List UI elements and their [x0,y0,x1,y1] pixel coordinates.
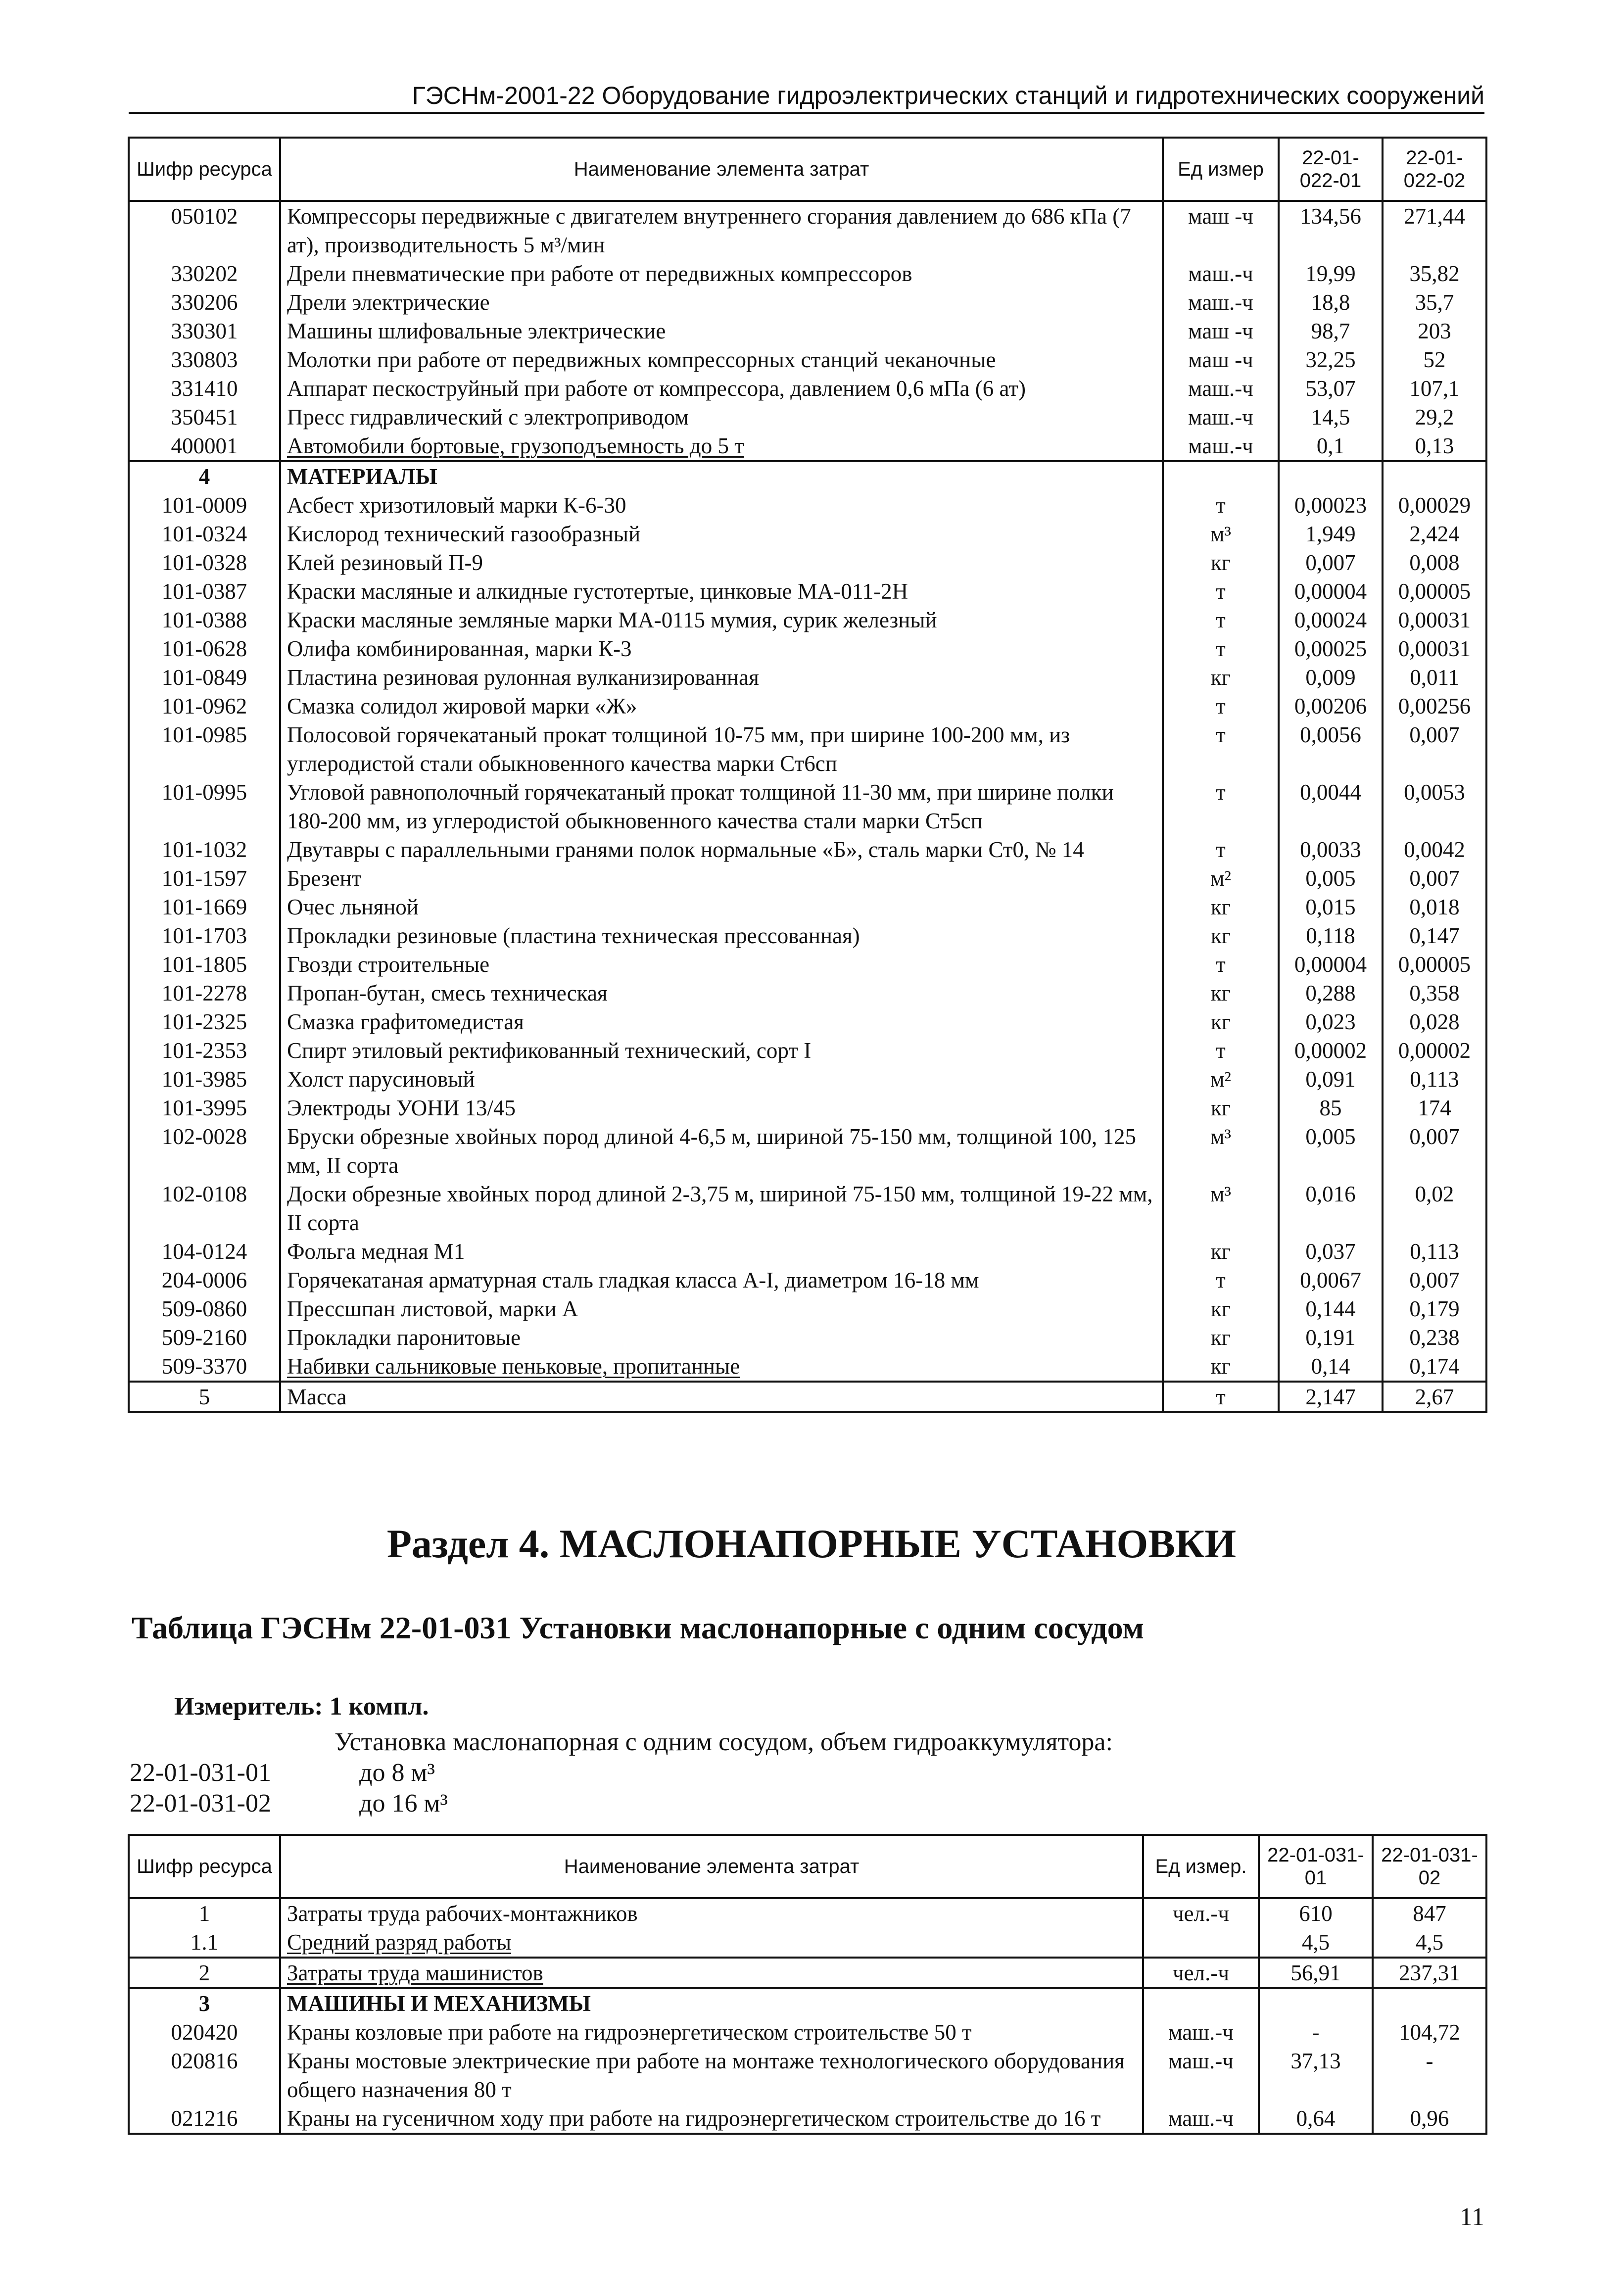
cell-code: 101-0387 [129,577,280,606]
cell-code: 3 [129,1988,280,2018]
cell-unit: маш.-ч [1163,403,1279,431]
cell-name: Молотки при работе от передвижных компрессорных станций чеканочные [280,345,1163,374]
cell-code: 101-1703 [129,921,280,950]
table-row [129,259,1486,288]
cell-unit [1143,1928,1259,1958]
cell-norm-1: 0,007 [1279,548,1383,577]
cell-name: Клей резиновый П-9 [280,548,1163,577]
cell-name: Затраты труда машинистов [280,1958,1143,1988]
cell-unit: маш.-ч [1163,259,1279,288]
cell-code: 101-0849 [129,663,280,692]
cell-code: 102-0108 [129,1180,280,1237]
page-number: 11 [1459,2203,1484,2231]
cell-name: Брезент [280,864,1163,893]
cell-unit: чел.-ч [1143,1958,1259,1988]
table-row [129,201,1486,259]
cell-code: 4 [129,461,280,491]
cell-unit [1143,1988,1259,2018]
cell-name: Фольга медная М1 [280,1237,1163,1266]
resources-table-031 [128,1834,1487,2135]
cell-norm-2: 52 [1383,345,1486,374]
table-row [129,403,1486,431]
cell-norm-1: 1,949 [1279,520,1383,548]
cell-unit: т [1163,634,1279,663]
cell-unit: м³ [1163,1122,1279,1180]
section-heading: Раздел 4. МАСЛОНАПОРНЫЕ УСТАНОВКИ [386,1521,1237,1566]
meter-line [174,1691,429,1722]
cell-unit: маш.-ч [1163,374,1279,403]
cell-code: 101-1805 [129,950,280,979]
cell-norm-1: 0,191 [1279,1323,1383,1352]
cell-name: Краны козловые при работе на гидроэнергетическом строительстве 50 т [280,2018,1143,2047]
cell-norm-2: 35,82 [1383,259,1486,288]
cell-unit: т [1163,835,1279,864]
col-header-name: Наименование элемента затрат [280,138,1163,201]
cell-unit: маш -ч [1163,201,1279,259]
cell-norm-2: 0,179 [1383,1294,1486,1323]
table-row [129,1094,1486,1122]
cell-code: 101-1597 [129,864,280,893]
cell-norm-1: 0,015 [1279,893,1383,921]
cell-norm-1: 0,0044 [1279,778,1383,835]
cell-code: 350451 [129,403,280,431]
table-row [129,778,1486,835]
cell-norm-1: 0,009 [1279,663,1383,692]
table-row [129,1036,1486,1065]
cell-name: Электроды УОНИ 13/45 [280,1094,1163,1122]
cell-code: 101-0388 [129,606,280,634]
meter-label: Измеритель: [174,1692,323,1721]
cell-name: Дрели пневматические при работе от передвижных компрессоров [280,259,1163,288]
table-row [129,1958,1486,1988]
cell-code: 2 [129,1958,280,1988]
cell-unit: кг [1163,1294,1279,1323]
cell-norm-2: 0,147 [1383,921,1486,950]
table-row [129,2047,1486,2104]
cell-norm-2: 0,113 [1383,1237,1486,1266]
cell-norm-1: 0,00004 [1279,950,1383,979]
cell-norm-1: 610 [1259,1898,1373,1928]
cell-norm-2: 0,007 [1383,1266,1486,1294]
cell-code: 331410 [129,374,280,403]
cell-name: Масса [280,1382,1163,1412]
cell-name: Доски обрезные хвойных пород длиной 2-3,75 м, шириной 75-150 мм, толщиной 19-22 мм, II сорта [280,1180,1163,1237]
cell-unit: т [1163,720,1279,778]
cell-norm-2: 237,31 [1373,1958,1486,1988]
col-header-unit: Ед измер [1163,138,1279,201]
table-row [129,1352,1486,1382]
cell-code: 050102 [129,201,280,259]
cell-norm-1: 0,1 [1279,431,1383,461]
cell-norm-2: 0,007 [1383,1122,1486,1180]
cell-code: 101-3995 [129,1094,280,1122]
cell-norm-1: 2,147 [1279,1382,1383,1412]
cell-code: 101-1669 [129,893,280,921]
cell-norm-2: 0,028 [1383,1007,1486,1036]
cell-unit: чел.-ч [1143,1898,1259,1928]
cell-unit: м³ [1163,1180,1279,1237]
cell-name: МАШИНЫ И МЕХАНИЗМЫ [280,1988,1143,2018]
cell-norm-1: 37,13 [1259,2047,1373,2104]
cell-norm-1: 85 [1279,1094,1383,1122]
cell-norm-1: 0,016 [1279,1180,1383,1237]
cell-norm-2: 0,00031 [1383,606,1486,634]
cell-norm-1: 0,00025 [1279,634,1383,663]
cell-norm-2: 0,011 [1383,663,1486,692]
cell-unit: т [1163,577,1279,606]
cell-norm-2: - [1373,2047,1486,2104]
cell-code: 101-0628 [129,634,280,663]
table-row [129,1007,1486,1036]
cell-unit: кг [1163,979,1279,1007]
cell-norm-1: 0,288 [1279,979,1383,1007]
cell-code: 101-3985 [129,1065,280,1094]
cell-norm-2: 35,7 [1383,288,1486,317]
cell-code: 101-1032 [129,835,280,864]
cell-name: Пресс гидравлический с электроприводом [280,403,1163,431]
cell-norm-2: 2,67 [1383,1382,1486,1412]
cell-name: Двутавры с параллельными гранями полок нормальные «Б», сталь марки Ст0, № 14 [280,835,1163,864]
cell-unit: маш.-ч [1163,288,1279,317]
cell-norm-1: 0,005 [1279,1122,1383,1180]
cell-code: 101-0962 [129,692,280,720]
cell-name: Холст парусиновый [280,1065,1163,1094]
cell-norm-1: 0,00023 [1279,491,1383,520]
cell-norm-1: 0,00004 [1279,577,1383,606]
table-row [129,1988,1486,2018]
cell-norm-1: 0,0067 [1279,1266,1383,1294]
cell-name: Асбест хризотиловый марки К-6-30 [280,491,1163,520]
cell-norm-1: 4,5 [1259,1928,1373,1958]
cell-code: 101-0009 [129,491,280,520]
cell-unit: маш.-ч [1143,2018,1259,2047]
table-row [129,1122,1486,1180]
table-row [129,577,1486,606]
cell-norm-1: 53,07 [1279,374,1383,403]
table-row [129,2104,1486,2134]
cell-norm-2: 107,1 [1383,374,1486,403]
cell-norm-1: 19,99 [1279,259,1383,288]
cell-norm-1: 32,25 [1279,345,1383,374]
col-header-code: Шифр ресурса [129,138,280,201]
cell-name: Спирт этиловый ректификованный технический, сорт I [280,1036,1163,1065]
cell-name: Краны мостовые электрические при работе на монтаже технологического оборудования общего назначения 80 т [280,2047,1143,2104]
cell-unit: кг [1163,548,1279,577]
cell-code: 509-3370 [129,1352,280,1382]
cell-norm-2: 174 [1383,1094,1486,1122]
cell-norm-1: 0,00024 [1279,606,1383,634]
cell-norm-2: 0,018 [1383,893,1486,921]
table-row [129,374,1486,403]
cell-norm-2: 0,00031 [1383,634,1486,663]
cell-unit: кг [1163,1352,1279,1382]
col-header-code: Шифр ресурса [129,1835,280,1898]
cell-norm-2: 0,96 [1373,2104,1486,2134]
cell-unit: кг [1163,1094,1279,1122]
cell-norm-2: 0,00005 [1383,950,1486,979]
variant-desc: до 16 м³ [359,1789,448,1818]
table-row [129,431,1486,461]
cell-norm-2: 0,0042 [1383,835,1486,864]
cell-unit: маш -ч [1163,317,1279,345]
cell-norm-2: 2,424 [1383,520,1486,548]
table-row [129,692,1486,720]
cell-name: Краски масляные земляные марки МА-0115 мумия, сурик железный [280,606,1163,634]
cell-norm-1: 18,8 [1279,288,1383,317]
cell-name: Прессшпан листовой, марки А [280,1294,1163,1323]
cell-code: 204-0006 [129,1266,280,1294]
cell-code: 1.1 [129,1928,280,1958]
cell-name: Бруски обрезные хвойных пород длиной 4-6,5 м, шириной 75-150 мм, толщиной 100, 125 мм, II сорта [280,1122,1163,1180]
cell-norm-2: 0,13 [1383,431,1486,461]
variants-intro: Установка маслонапорная с одним сосудом, объем гидроаккумулятора: [334,1728,1113,1756]
table-row [129,1323,1486,1352]
cell-name: Компрессоры передвижные с двигателем внутреннего сгорания давлением до 686 кПа (7 ат), производительность 5 м³/мин [280,201,1163,259]
cell-unit: кг [1163,1007,1279,1036]
cell-unit: кг [1163,1323,1279,1352]
col-header-unit: Ед измер. [1143,1835,1259,1898]
cell-name: Аппарат пескоструйный при работе от компрессора, давлением 0,6 мПа (6 ат) [280,374,1163,403]
cell-name: Очес льняной [280,893,1163,921]
running-header [129,79,1484,114]
col-header-norm-2: 22-01-031-02 [1373,1835,1486,1898]
cell-code: 101-0328 [129,548,280,577]
cell-name: Затраты труда рабочих-монтажников [280,1898,1143,1928]
table2-body [129,1898,1486,2134]
col-header-norm-1: 22-01-022-01 [1279,138,1383,201]
cell-norm-1 [1259,1988,1373,2018]
table-row [129,520,1486,548]
cell-norm-1: 0,00002 [1279,1036,1383,1065]
cell-unit: т [1163,1266,1279,1294]
table-row [129,979,1486,1007]
cell-name: Дрели электрические [280,288,1163,317]
cell-unit: м² [1163,1065,1279,1094]
table-row [129,1180,1486,1237]
cell-code: 102-0028 [129,1122,280,1180]
cell-unit: кг [1163,663,1279,692]
table-row [129,634,1486,663]
table-row [129,950,1486,979]
cell-norm-2: 4,5 [1373,1928,1486,1958]
cell-code: 509-2160 [129,1323,280,1352]
cell-unit: маш.-ч [1143,2104,1259,2134]
cell-norm-1: 0,00206 [1279,692,1383,720]
cell-norm-1 [1279,461,1383,491]
cell-name: Прокладки резиновые (пластина техническая прессованная) [280,921,1163,950]
cell-unit: м² [1163,864,1279,893]
table-row [129,317,1486,345]
cell-norm-2: 0,174 [1383,1352,1486,1382]
cell-unit: т [1163,950,1279,979]
table-row [129,893,1486,921]
cell-norm-2 [1373,1988,1486,2018]
cell-unit: т [1163,491,1279,520]
col-header-name: Наименование элемента затрат [280,1835,1143,1898]
table-row [129,1294,1486,1323]
cell-code: 101-0324 [129,520,280,548]
cell-unit: кг [1163,921,1279,950]
cell-norm-2: 104,72 [1373,2018,1486,2047]
cell-name: Машины шлифовальные электрические [280,317,1163,345]
cell-name: Угловой равнополочный горячекатаный прокат толщиной 11-30 мм, при ширине полки 180-200 мм, из углеродистой обыкновенного качества стали марки Ст5сп [280,778,1163,835]
col-header-norm-2: 22-01-022-02 [1383,138,1486,201]
cell-code: 020816 [129,2047,280,2104]
cell-code: 330803 [129,345,280,374]
table-row [129,720,1486,778]
cell-name: Набивки сальниковые пеньковые, пропитанные [280,1352,1163,1382]
cell-norm-2: 271,44 [1383,201,1486,259]
resources-table-022 [128,137,1487,1413]
cell-name: Полосовой горячекатаный прокат толщиной 10-75 мм, при ширине 100-200 мм, из углеродистой стали обыкновенного качества марки Ст6сп [280,720,1163,778]
cell-unit: т [1163,778,1279,835]
cell-norm-2: 0,00029 [1383,491,1486,520]
cell-unit: м³ [1163,520,1279,548]
table-header-row [129,1835,1486,1898]
variant-desc: до 8 м³ [359,1759,435,1787]
cell-name: Средний разряд работы [280,1928,1143,1958]
cell-name: Прокладки паронитовые [280,1323,1163,1352]
cell-norm-1: 0,0056 [1279,720,1383,778]
cell-name: Горячекатаная арматурная сталь гладкая класса А-I, диаметром 16-18 мм [280,1266,1163,1294]
table-title: Таблица ГЭСНм 22-01-031 Установки маслонапорные с одним сосудом [132,1610,1144,1645]
cell-code: 104-0124 [129,1237,280,1266]
table-row [129,1382,1486,1412]
table-row [129,288,1486,317]
cell-name: Пропан-бутан, смесь техническая [280,979,1163,1007]
cell-norm-2: 0,113 [1383,1065,1486,1094]
cell-code: 101-2325 [129,1007,280,1036]
table-row [129,1898,1486,1928]
table-row [129,1237,1486,1266]
cell-name: Гвозди строительные [280,950,1163,979]
cell-norm-1: - [1259,2018,1373,2047]
cell-norm-1: 56,91 [1259,1958,1373,1988]
cell-norm-2: 0,008 [1383,548,1486,577]
table-row [129,606,1486,634]
cell-norm-2: 0,007 [1383,864,1486,893]
cell-norm-1: 0,64 [1259,2104,1373,2134]
cell-norm-2: 0,358 [1383,979,1486,1007]
cell-code: 509-0860 [129,1294,280,1323]
cell-norm-1: 98,7 [1279,317,1383,345]
cell-code: 5 [129,1382,280,1412]
cell-norm-1: 0,005 [1279,864,1383,893]
cell-unit [1163,461,1279,491]
running-title: ГЭСНм-2001-22 Оборудование гидроэлектрических станций и гидротехнических сооружений [412,82,1484,109]
cell-name: Пластина резиновая рулонная вулканизированная [280,663,1163,692]
table1-body [129,201,1486,1412]
cell-code: 330301 [129,317,280,345]
col-header-norm-1: 22-01-031-01 [1259,1835,1373,1898]
cell-norm-1: 0,14 [1279,1352,1383,1382]
meter-value: 1 компл. [329,1692,429,1721]
cell-norm-2: 0,007 [1383,720,1486,778]
cell-norm-2: 0,00256 [1383,692,1486,720]
cell-code: 101-0985 [129,720,280,778]
table-row [129,1928,1486,1958]
table-row [129,864,1486,893]
cell-unit: кг [1163,1237,1279,1266]
cell-code: 330206 [129,288,280,317]
variant-code: 22-01-031-02 [130,1789,271,1818]
cell-code: 021216 [129,2104,280,2134]
cell-norm-2: 847 [1373,1898,1486,1928]
table-row [129,835,1486,864]
cell-norm-2: 0,00002 [1383,1036,1486,1065]
cell-norm-1: 0,144 [1279,1294,1383,1323]
cell-name: Смазка графитомедистая [280,1007,1163,1036]
cell-norm-1: 134,56 [1279,201,1383,259]
cell-code: 1 [129,1898,280,1928]
cell-norm-2: 203 [1383,317,1486,345]
variant-code: 22-01-031-01 [130,1759,271,1787]
table-header-row [129,138,1486,201]
table-row [129,2018,1486,2047]
cell-unit: кг [1163,893,1279,921]
cell-unit: маш.-ч [1143,2047,1259,2104]
cell-norm-2 [1383,461,1486,491]
cell-name: Кислород технический газообразный [280,520,1163,548]
table-row [129,921,1486,950]
cell-unit: т [1163,692,1279,720]
cell-name: Смазка солидол жировой марки «Ж» [280,692,1163,720]
cell-norm-1: 0,0033 [1279,835,1383,864]
cell-norm-2: 0,02 [1383,1180,1486,1237]
cell-name: Краски масляные и алкидные густотертые, цинковые МА-011-2Н [280,577,1163,606]
table-row [129,461,1486,491]
cell-name: Автомобили бортовые, грузоподъемность до 5 т [280,431,1163,461]
cell-unit: т [1163,1036,1279,1065]
table-row [129,1266,1486,1294]
cell-name: Олифа комбинированная, марки К-3 [280,634,1163,663]
cell-norm-1: 0,118 [1279,921,1383,950]
table-row [129,345,1486,374]
cell-norm-1: 0,091 [1279,1065,1383,1094]
table-row [129,663,1486,692]
table-row [129,548,1486,577]
cell-code: 330202 [129,259,280,288]
cell-code: 101-2353 [129,1036,280,1065]
cell-norm-1: 14,5 [1279,403,1383,431]
cell-unit: маш -ч [1163,345,1279,374]
cell-unit: т [1163,1382,1279,1412]
cell-unit: т [1163,606,1279,634]
cell-code: 101-0995 [129,778,280,835]
cell-code: 101-2278 [129,979,280,1007]
cell-norm-2: 0,0053 [1383,778,1486,835]
cell-name: МАТЕРИАЛЫ [280,461,1163,491]
cell-norm-2: 29,2 [1383,403,1486,431]
cell-code: 400001 [129,431,280,461]
table-row [129,491,1486,520]
cell-norm-2: 0,00005 [1383,577,1486,606]
cell-norm-1: 0,023 [1279,1007,1383,1036]
cell-norm-2: 0,238 [1383,1323,1486,1352]
cell-name: Краны на гусеничном ходу при работе на гидроэнергетическом строительстве до 16 т [280,2104,1143,2134]
cell-unit: маш.-ч [1163,431,1279,461]
table-row [129,1065,1486,1094]
cell-code: 020420 [129,2018,280,2047]
cell-norm-1: 0,037 [1279,1237,1383,1266]
